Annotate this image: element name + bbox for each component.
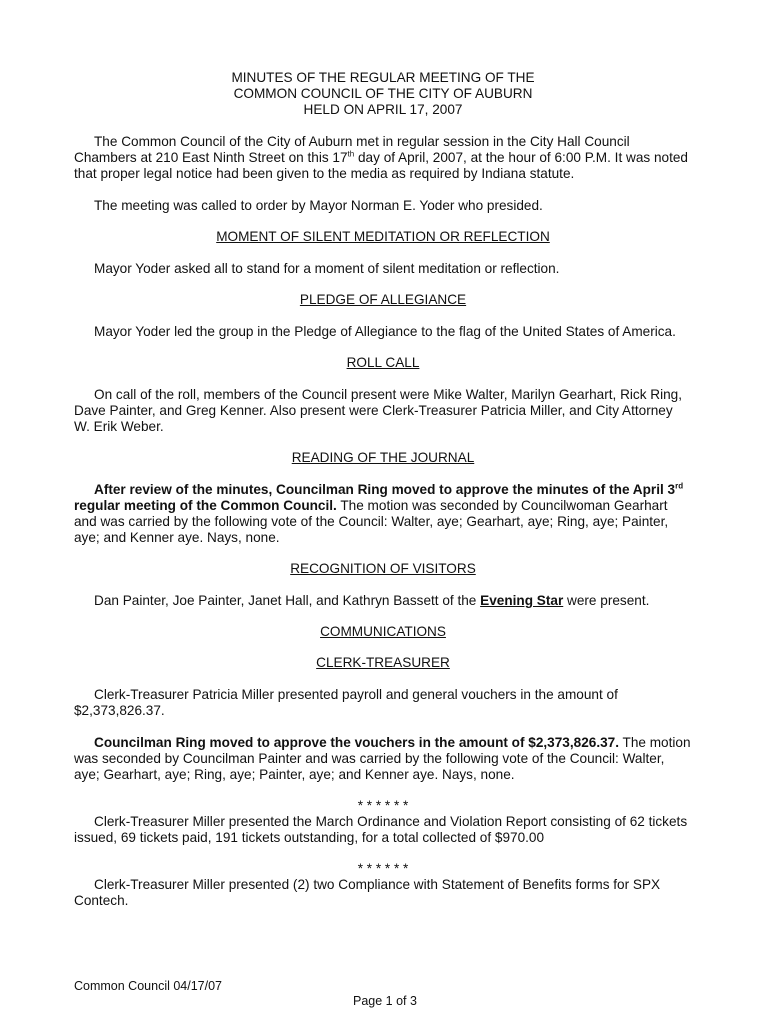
compliance-paragraph: Clerk-Treasurer Miller presented (2) two Compliance with Statement of Benefits forms for SPX Contech. [74,877,661,908]
roll-call-paragraph: On call of the roll, members of the Council present were Mike Walter, Marilyn Gearhart, Rick Ring, Dave Painter, and Greg Kenner. Also present were Clerk-Treasurer Patricia Miller, and City Attorney W. Erik Weber. [74,387,683,434]
journal-motion-bold-1: After review of the minutes, Councilman Ring moved to approve the minutes of the April 3 [94,482,676,497]
journal-motion-bold-2: regular meeting of the Common Council. [74,498,337,513]
vouchers-paragraph: Clerk-Treasurer Patricia Miller presented payroll and general vouchers in the amount of $2,373,826.37. [74,687,618,718]
footer-document-id: Common Council 04/17/07 [74,979,222,993]
document-body [74,70,692,909]
visitors-paragraph [74,593,692,609]
separator-1: * * * * * * [357,798,409,813]
intro-paragraph [74,134,692,182]
document-title [74,70,692,118]
heading-journal: READING OF THE JOURNAL [291,450,475,465]
intro-text-1: The Common Council of the City of Auburn met in regular session in the City Hall Council Chambers at 210 East Ninth Street on this 17 [74,134,630,165]
vouchers-motion-rest: The motion was seconded by Councilman Painter and was carried by the following vote of the Council: Walter, aye; Gearhart, aye; Ring, aye; Painter, aye; and Kenner aye. Nays, none. [74,735,691,782]
title-line-2: COMMON COUNCIL OF THE CITY OF AUBURN [233,86,533,101]
title-line-3: HELD ON APRIL 17, 2007 [303,102,463,117]
called-to-order-paragraph: The meeting was called to order by Mayor Norman E. Yoder who presided. [94,198,543,213]
intro-sup: th [347,149,355,159]
vouchers-motion-bold: Councilman Ring moved to approve the vouchers in the amount of $2,373,826.37. [94,735,619,750]
heading-visitors: RECOGNITION OF VISITORS [290,561,476,576]
heading-communications: COMMUNICATIONS [320,624,446,639]
heading-pledge: PLEDGE OF ALLEGIANCE [299,292,467,307]
separator-2: * * * * * * [357,861,409,876]
visitors-text-1: Dan Painter, Joe Painter, Janet Hall, and Kathryn Bassett of the [94,593,481,608]
newspaper-name: Evening Star [480,593,564,608]
journal-paragraph [74,482,692,546]
title-line-1: MINUTES OF THE REGULAR MEETING OF THE [231,70,535,85]
vouchers-motion-paragraph [74,735,692,783]
heading-clerk-treasurer: CLERK-TREASURER [316,655,450,670]
journal-sup: rd [675,481,684,491]
journal-rest: The motion was seconded by Councilwoman Gearhart and was carried by the following vote of the Council: Walter, aye; Gearhart, aye; Ring, aye; Painter, aye; and Kenner aye. Nays, none. [74,498,669,545]
ordinance-report-paragraph: Clerk-Treasurer Miller presented the March Ordinance and Violation Report consisting of 62 tickets issued, 69 tickets paid, 191 tickets outstanding, for a total collected of $970.00 [74,814,688,845]
footer-page-number: Page 1 of 3 [353,994,417,1008]
intro-text-2: day of April, 2007, at the hour of 6:00 P.M. It was noted that proper legal notice had been given to the media as required by Indiana statute. [74,150,688,181]
visitors-text-2: were present. [563,593,650,608]
heading-roll-call: ROLL CALL [346,355,420,370]
silent-meditation-paragraph: Mayor Yoder asked all to stand for a moment of silent meditation or reflection. [94,261,560,276]
pledge-paragraph: Mayor Yoder led the group in the Pledge of Allegiance to the flag of the United States of America. [94,324,676,339]
heading-silent-meditation: MOMENT OF SILENT MEDITATION OR REFLECTION [216,229,550,244]
